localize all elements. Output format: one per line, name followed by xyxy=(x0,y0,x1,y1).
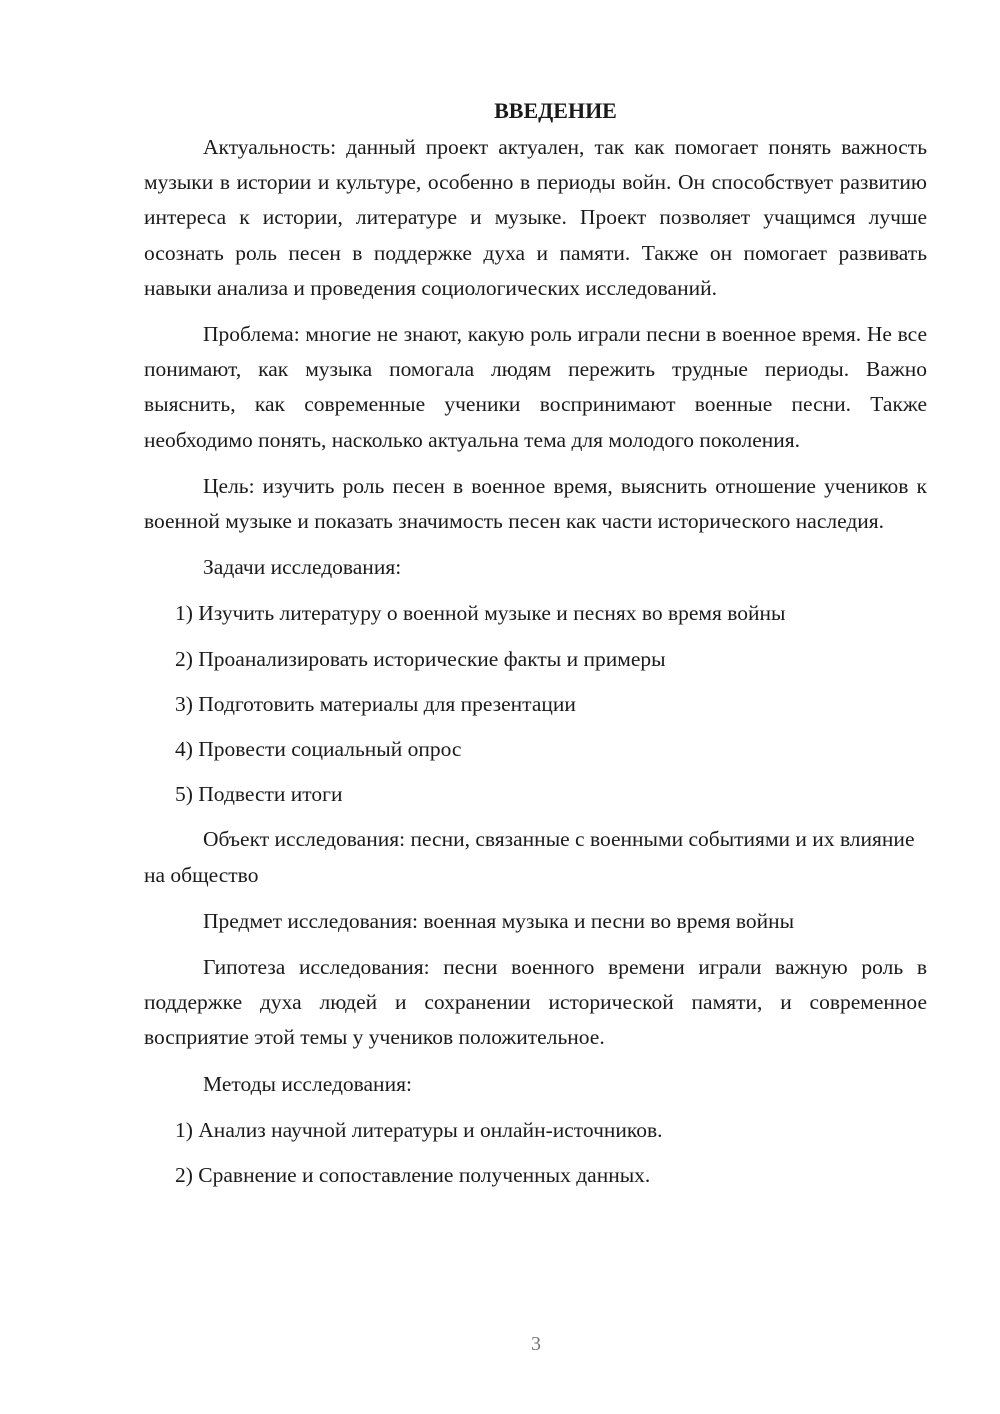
subject-paragraph: Предмет исследования: военная музыка и песни во время войны xyxy=(203,908,795,933)
page-content xyxy=(144,96,927,1203)
page-number: 3 xyxy=(531,1333,541,1355)
task-item: 4) Провести социальный опрос xyxy=(175,737,462,762)
task-item: 2) Проанализировать исторические факты и примеры xyxy=(175,646,666,671)
hypothesis-paragraph: Гипотеза исследования: песни военного времени играли важную роль в поддержке духа людей и сохранении исторической памяти, и современное восприятие этой темы у учеников положительное. xyxy=(144,955,927,1050)
problem-paragraph: Проблема: многие не знают, какую роль играли песни в военное время. Не все понимают, как музыка помогала людям пережить трудные периоды. Важно выяснить, как современные ученики воспринимают военные песни. Также необходимо понять, насколько актуальна тема для молодого поколения. xyxy=(144,322,927,452)
method-item: 1) Анализ научной литературы и онлайн-источников. xyxy=(175,1117,663,1142)
methods-title: Методы исследования: xyxy=(203,1071,412,1096)
method-item: 2) Сравнение и сопоставление полученных данных. xyxy=(175,1163,651,1188)
goal-paragraph: Цель: изучить роль песен в военное время, выяснить отношение учеников к военной музыке и показать значимость песен как части исторического наследия. xyxy=(144,473,927,534)
task-item: 1) Изучить литературу о военной музыке и песнях во время войны xyxy=(175,601,786,626)
task-item: 5) Подвести итоги xyxy=(175,782,343,807)
tasks-title: Задачи исследования: xyxy=(203,555,402,580)
task-item: 3) Подготовить материалы для презентации xyxy=(175,691,576,716)
object-paragraph: Объект исследования: песни, связанные с военными событиями и их влияние на общество xyxy=(144,827,915,887)
relevance-paragraph: Актуальность: данный проект актуален, так как помогает понять важность музыки в истории и культуре, особенно в периоды войн. Он способствует развитию интереса к истории, литературе и музыке. Проект позволяет учащимся лучше осознать роль песен в поддержке духа и памяти. Также он помогает развивать навыки анализа и проведения социологических исследований. xyxy=(144,135,927,300)
section-heading: ВВЕДЕНИЕ xyxy=(494,98,617,123)
